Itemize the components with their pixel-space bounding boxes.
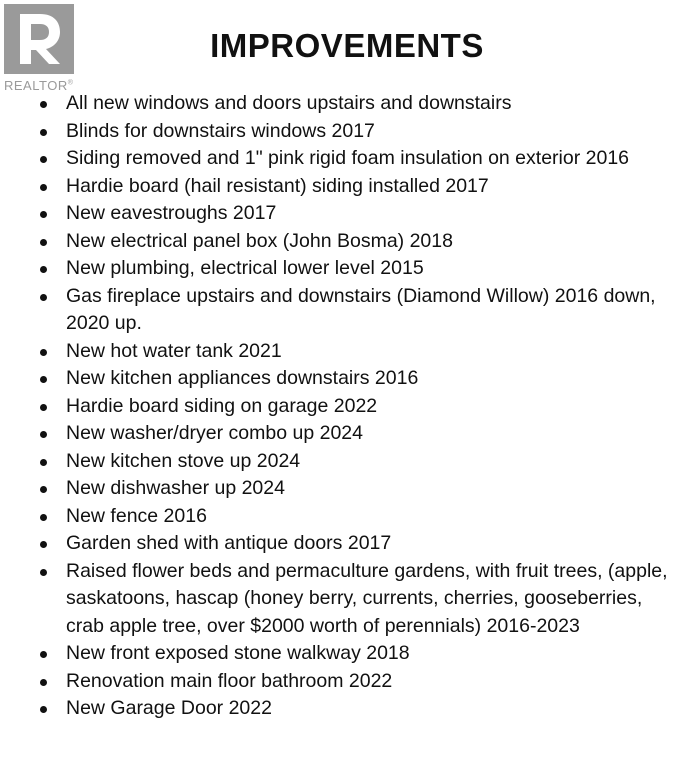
list-item xyxy=(0,338,694,366)
list-item-text: New front exposed stone walkway 2018 xyxy=(66,642,410,664)
realtor-logo-text: REALTOR® xyxy=(4,78,74,93)
list-item xyxy=(0,200,694,228)
bullet-icon xyxy=(40,156,47,163)
list-item-text: All new windows and doors upstairs and downstairs xyxy=(66,92,512,114)
list-item-text: Blinds for downstairs windows 2017 xyxy=(66,119,375,142)
list-item-text: New plumbing, electrical lower level 2015 xyxy=(66,257,424,279)
list-item xyxy=(0,145,694,173)
list-item xyxy=(0,118,694,146)
list-item xyxy=(0,530,694,558)
bullet-icon xyxy=(40,349,47,356)
bullet-icon xyxy=(40,404,47,411)
bullet-icon xyxy=(40,294,47,301)
bullet-icon xyxy=(40,459,47,466)
list-item-text: New Garage Door 2022 xyxy=(66,697,272,719)
list-item-text: Siding removed and 1" pink rigid foam insulation on exterior 2016 xyxy=(66,147,630,169)
bullet-icon xyxy=(40,184,47,191)
list-item xyxy=(0,448,694,476)
bullet-icon xyxy=(40,541,47,548)
bullet-icon xyxy=(40,101,47,108)
list-item xyxy=(0,420,694,448)
list-item xyxy=(0,640,694,668)
page-title: IMPROVEMENTS xyxy=(210,27,484,64)
list-item-text: New electrical panel box (John Bosma) 2018 xyxy=(66,229,453,252)
list-item xyxy=(0,503,694,531)
list-item-text: New kitchen appliances downstairs 2016 xyxy=(66,367,419,389)
list-item xyxy=(0,558,694,641)
bullet-icon xyxy=(40,129,47,136)
list-item-text: New hot water tank 2021 xyxy=(66,339,282,362)
list-item xyxy=(0,173,694,201)
bullet-icon xyxy=(40,706,47,713)
bullet-icon xyxy=(40,431,47,438)
list-item-text: Hardie board siding on garage 2022 xyxy=(66,394,378,417)
list-item xyxy=(0,695,694,723)
bullet-icon xyxy=(40,376,47,383)
list-item xyxy=(0,475,694,503)
list-item-text: New eavestroughs 2017 xyxy=(66,202,277,224)
bullet-icon xyxy=(40,569,47,576)
bullet-icon xyxy=(40,514,47,521)
bullet-icon xyxy=(40,651,47,658)
bullet-icon xyxy=(40,486,47,493)
list-item-text: Garden shed with antique doors 2017 xyxy=(66,532,392,554)
list-item xyxy=(0,365,694,393)
bullet-icon xyxy=(40,266,47,273)
list-item-text: New kitchen stove up 2024 xyxy=(66,449,301,472)
list-item-text: Renovation main floor bathroom 2022 xyxy=(66,669,393,692)
list-item-text: New fence 2016 xyxy=(66,504,207,527)
bullet-icon xyxy=(40,211,47,218)
list-item xyxy=(0,255,694,283)
list-item-text: New washer/dryer combo up 2024 xyxy=(66,422,363,444)
bullet-icon xyxy=(40,239,47,246)
list-item-text: Hardie board (hail resistant) siding installed 2017 xyxy=(66,174,489,197)
bullet-icon xyxy=(40,679,47,686)
list-item-text: Gas fireplace upstairs and downstairs (Diamond Willow) 2016 down, 2020 up. xyxy=(66,284,656,334)
list-item xyxy=(0,393,694,421)
list-item xyxy=(0,283,694,338)
list-item xyxy=(0,90,694,118)
list-item-text: New dishwasher up 2024 xyxy=(66,477,285,499)
list-item-text: Raised flower beds and permaculture gardens, with fruit trees, (apple, saskatoons, hascap (honey berry, currents, cherries, gooseberries, crab apple tree, over $2000 worth of perennials) 2016-2023 xyxy=(66,559,668,637)
improvements-list xyxy=(0,90,694,723)
list-item xyxy=(0,668,694,696)
list-item xyxy=(0,228,694,256)
